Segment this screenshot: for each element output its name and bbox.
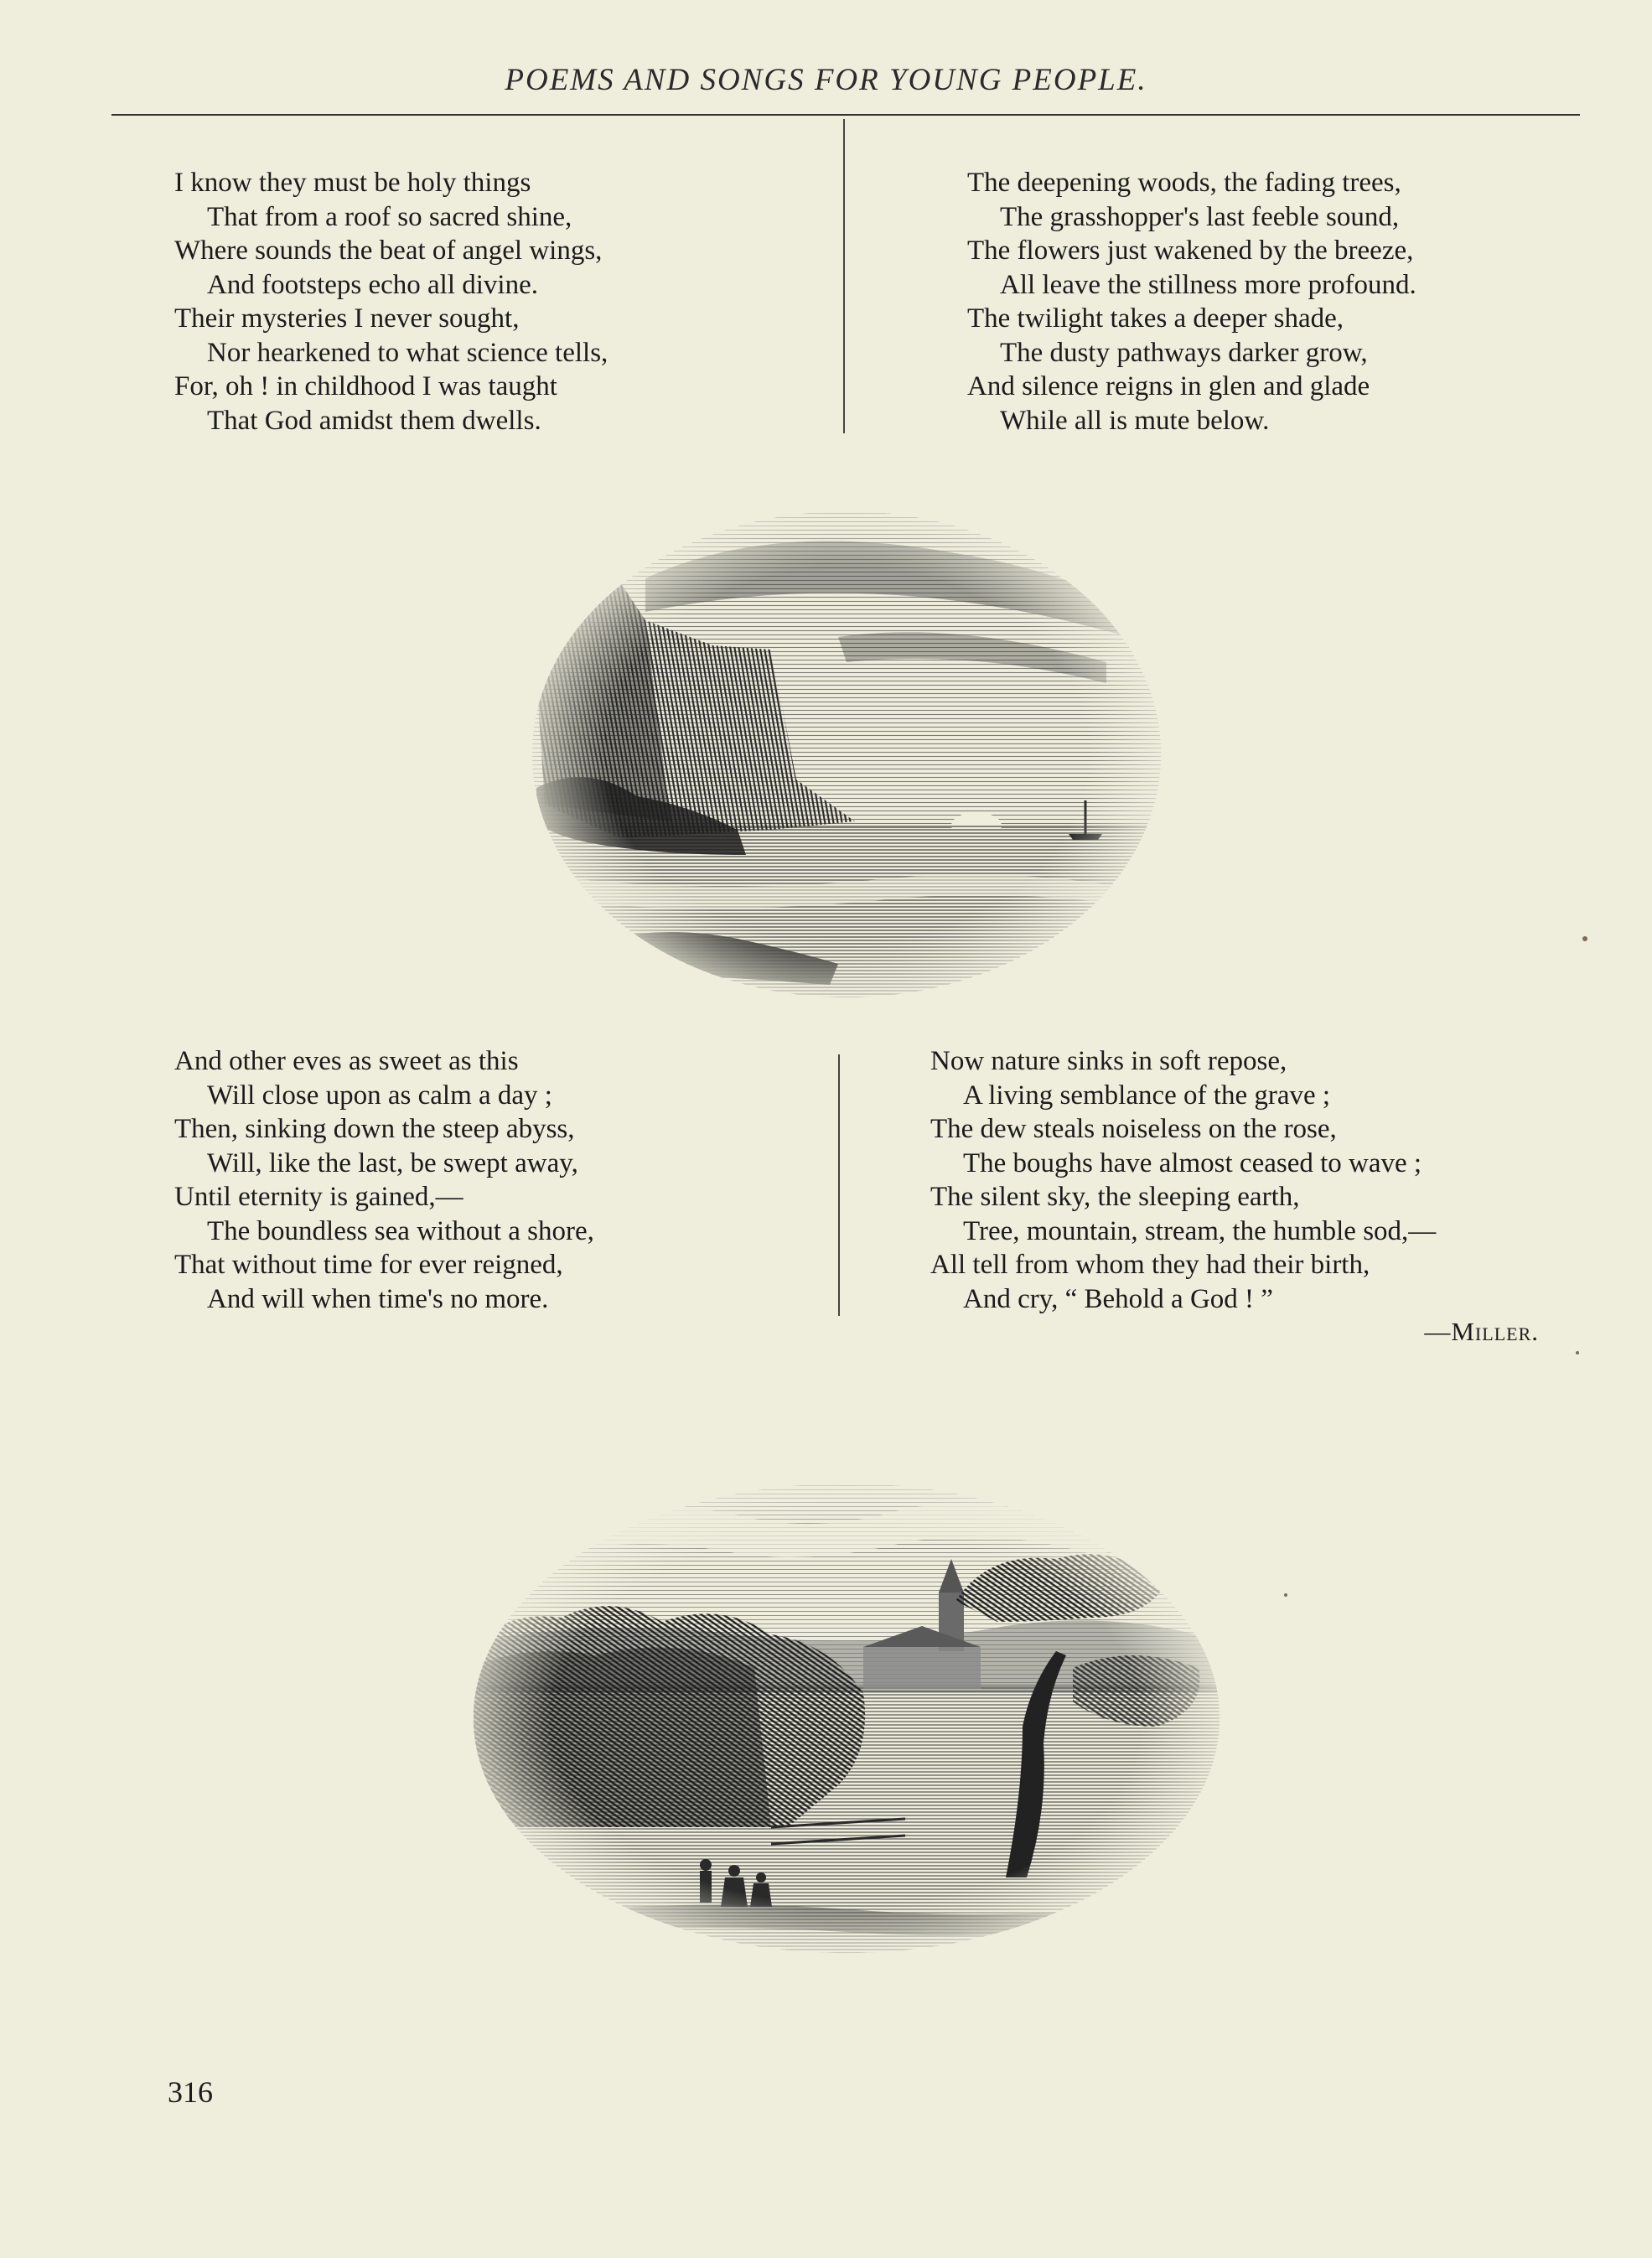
paper-speck — [1582, 936, 1587, 941]
stanza-top-right — [967, 166, 1416, 438]
verse-line: The grasshopper's last feeble sound, — [1000, 201, 1400, 232]
column-rule-top — [843, 119, 845, 433]
stanza-top-left — [174, 166, 608, 438]
verse-line: Where sounds the beat of angel wings, — [174, 236, 603, 266]
verse-line: And footsteps echo all divine. — [207, 269, 539, 300]
village-landscape-engraving — [469, 1475, 1224, 1961]
paper-speck — [1576, 1351, 1579, 1354]
verse-line: That without time for ever reigned, — [174, 1250, 563, 1280]
verse-line: That God amidst them dwells. — [207, 405, 541, 436]
verse-line: The silent sky, the sleeping earth, — [930, 1182, 1300, 1212]
verse-line: The twilight takes a deeper shade, — [967, 303, 1344, 334]
attribution: —Miller. — [1424, 1317, 1539, 1346]
paper-speck — [1284, 1593, 1287, 1597]
verse-line: That from a roof so sacred shine, — [207, 201, 572, 232]
verse-line: All leave the stillness more profound. — [1000, 269, 1416, 300]
verse-line: While all is mute below. — [1000, 405, 1270, 436]
verse-line: And will when time's no more. — [207, 1283, 549, 1314]
stanza-bottom-right — [930, 1044, 1436, 1316]
running-head: POEMS AND SONGS FOR YOUNG PEOPLE. — [505, 63, 1147, 97]
verse-line: All tell from whom they had their birth, — [930, 1250, 1370, 1280]
verse-line: The flowers just wakened by the breeze, — [967, 236, 1414, 266]
verse-line: Nor hearkened to what science tells, — [207, 337, 608, 368]
verse-line: The boundless sea without a shore, — [207, 1215, 594, 1246]
cliff-seascape-engraving — [520, 503, 1173, 1006]
verse-line: Will close upon as calm a day ; — [207, 1080, 552, 1111]
header-rule — [111, 114, 1580, 116]
verse-line: Now nature sinks in soft repose, — [930, 1046, 1287, 1076]
column-rule-bottom — [838, 1054, 840, 1316]
verse-line: And cry, “ Behold a God ! ” — [963, 1283, 1273, 1314]
verse-line: The dew steals noiseless on the rose, — [930, 1114, 1337, 1144]
verse-line: The boughs have almost ceased to wave ; — [963, 1147, 1422, 1178]
verse-line: Until eternity is gained,— — [174, 1182, 463, 1212]
verse-line: The deepening woods, the fading trees, — [967, 168, 1401, 198]
page-number: 316 — [168, 2075, 213, 2109]
verse-line: And other eves as sweet as this — [174, 1046, 519, 1076]
verse-line: For, oh ! in childhood I was taught — [174, 371, 557, 401]
verse-line: Their mysteries I never sought, — [174, 303, 520, 334]
verse-line: Will, like the last, be swept away, — [207, 1147, 578, 1178]
verse-line: The dusty pathways darker grow, — [1000, 337, 1368, 368]
stanza-bottom-left — [174, 1044, 594, 1316]
verse-line: And silence reigns in glen and glade — [967, 371, 1370, 401]
verse-line: A living semblance of the grave ; — [963, 1080, 1331, 1111]
verse-line: Tree, mountain, stream, the humble sod,— — [963, 1215, 1437, 1246]
verse-line: Then, sinking down the steep abyss, — [174, 1114, 575, 1144]
verse-line: I know they must be holy things — [174, 168, 531, 198]
